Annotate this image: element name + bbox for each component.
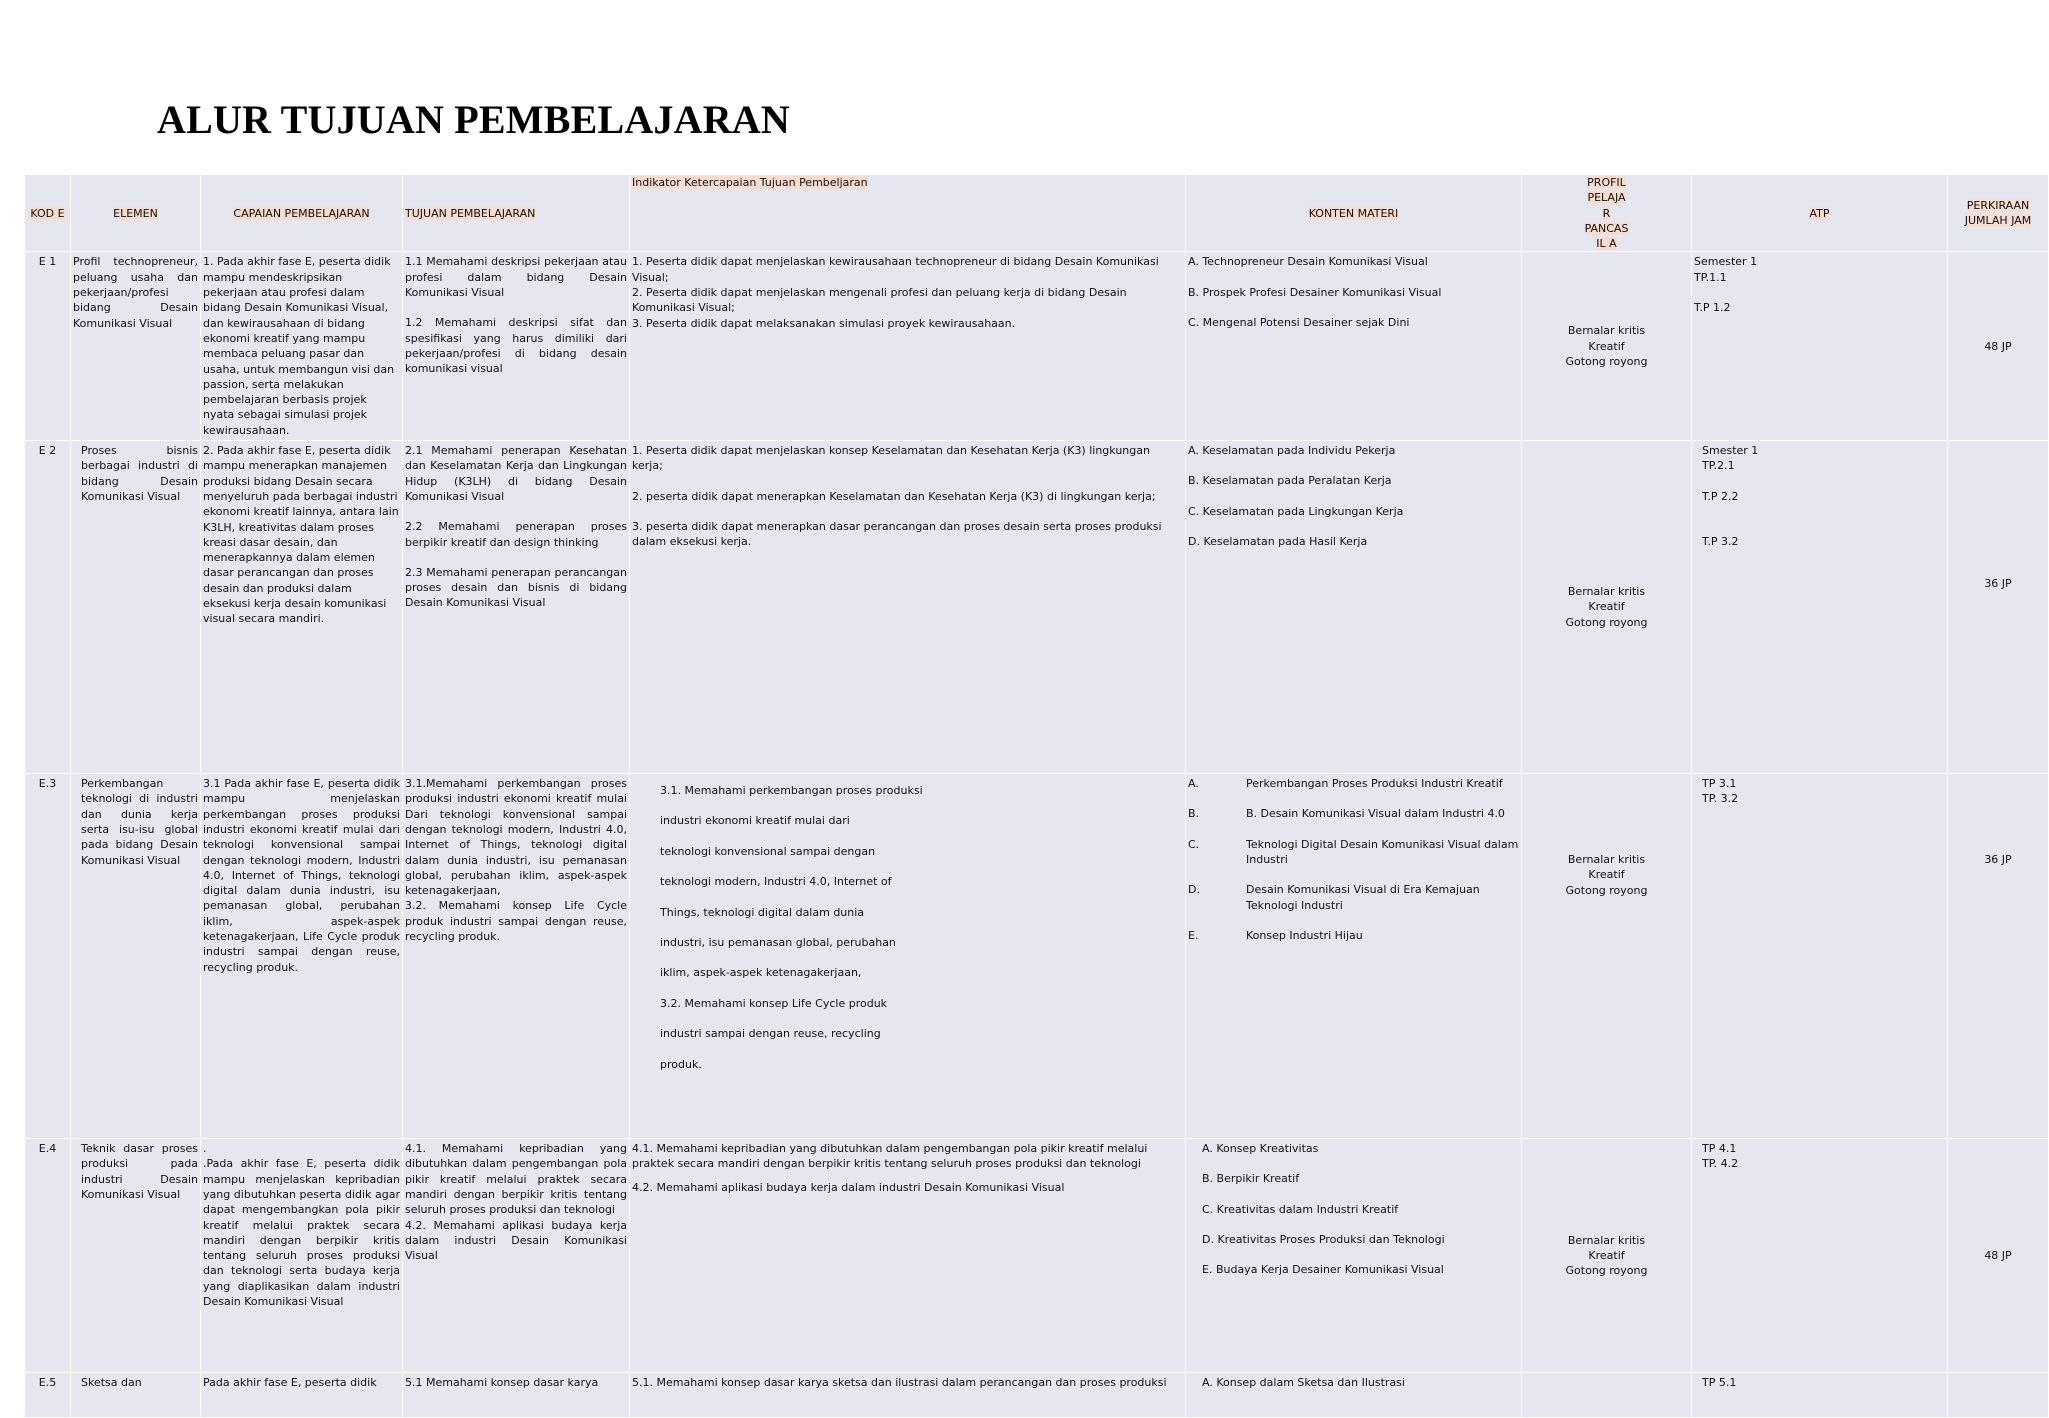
header-elemen: ELEMEN	[71, 175, 201, 252]
cell-kode: E 1	[25, 252, 71, 441]
cell-tujuan: 5.1 Memahami konsep dasar karya	[403, 1373, 630, 1418]
cell-elemen: Proses bisnis berbagai industri di bidang Desain Komunikasi Visual	[71, 441, 201, 774]
cell-tujuan	[403, 252, 630, 441]
konten-item: C. Kreativitas dalam Industri Kreatif	[1202, 1202, 1399, 1216]
konten-item: C. Keselamatan pada Lingkungan Kerja	[1188, 504, 1404, 518]
header-indikator: Indikator Ketercapaian Tujuan Pembeljaran	[630, 175, 1186, 252]
cell-capaian: 2. Pada akhir fase E, peserta didik mampu menerapkan manajemen produksi bidang Desain secara menyeluruh pada berbagai industri ekonomi kreatif lainnya, antara lain K3LH, kreativitas dalam proses kreasi dasar desain, dan menerapkannya dalam elemen dasar perancangan dan proses desain dan produksi dalam eksekusi kerja desain komunikasi visual secara mandiri.	[201, 441, 403, 774]
atp-table-container	[24, 174, 2048, 1390]
cell-elemen: Perkembangan teknologi di industri dan dunia kerja serta isu-isu global pada bidang Desain Komunikasi Visual	[71, 774, 201, 1139]
cell-atp: Smester 1 TP.2.1 T.P 2.2 T.P 3.2	[1692, 441, 1948, 774]
cell-kode: E 2	[25, 441, 71, 774]
header-atp: ATP	[1692, 175, 1948, 252]
cell-jam: 36 JP	[1948, 441, 2049, 774]
cell-tujuan	[403, 774, 630, 1139]
cell-konten: A. Konsep dalam Sketsa dan Ilustrasi	[1186, 1373, 1522, 1418]
konten-item: A. Konsep Kreativitas	[1202, 1142, 1319, 1156]
cell-konten	[1186, 252, 1522, 441]
cell-profil: Bernalar kritis Kreatif Gotong royong	[1522, 1139, 1692, 1373]
cell-kode: E.3	[25, 774, 71, 1139]
cell-kode: E.4	[25, 1139, 71, 1373]
header-konten: KONTEN MATERI	[1186, 175, 1522, 252]
indikator-item: 3. peserta didik dapat menerapkan dasar perancangan dan proses desain serta proses produksi dalam eksekusi kerja.	[632, 519, 1162, 549]
tujuan-item: 3.2. Memahami konsep Life Cycle produk industri sampai dengan reuse, recycling produk.	[405, 899, 627, 944]
konten-item: E. Budaya Kerja Desainer Komunikasi Visual	[1202, 1263, 1444, 1277]
cell-profil: Bernalar kritis Kreatif Gotong royong	[1522, 252, 1692, 441]
indikator-item: 1. Peserta didik dapat menjelaskan konsep Keselamatan dan Kesehatan Kerja (K3) lingkungan kerja;	[632, 444, 1150, 473]
table-row	[25, 1139, 2049, 1373]
cell-kode: E.5	[25, 1373, 71, 1418]
indikator-item: 3. Peserta didik dapat melaksanakan simulasi proyek kewirausahaan.	[632, 316, 1016, 330]
tujuan-item: 2.3 Memahami penerapan perancangan proses desain dan bisnis di bidang Desain Komunikasi Visual	[405, 565, 627, 610]
header-jam: PERKIRAAN JUMLAH JAM	[1948, 175, 2049, 252]
cell-indikator	[630, 1139, 1186, 1373]
konten-item: A. Keselamatan pada Individu Pekerja	[1188, 444, 1396, 458]
cell-konten	[1186, 441, 1522, 774]
indikator-item: 2. peserta didik dapat menerapkan Keselamatan dan Kesehatan Kerja (K3) di lingkungan kerja;	[632, 489, 1156, 503]
indikator-item: 4.2. Memahami aplikasi budaya kerja dalam industri Desain Komunikasi Visual	[632, 1180, 1065, 1194]
tujuan-item: 2.2 Memahami penerapan proses berpikir kreatif dan design thinking	[405, 520, 627, 549]
cell-atp: Semester 1 TP.1.1 T.P 1.2	[1692, 252, 1948, 441]
konten-item: B. Berpikir Kreatif	[1202, 1172, 1300, 1186]
cell-jam	[1948, 1373, 2049, 1418]
tujuan-item: 4.2. Memahami aplikasi budaya kerja dalam industri Desain Komunikasi Visual	[405, 1218, 627, 1263]
table-row	[25, 252, 2049, 441]
cell-indikator	[630, 252, 1186, 441]
cell-elemen: Sketsa dan	[71, 1373, 201, 1418]
tujuan-item: 1.1 Memahami deskripsi pekerjaan atau profesi dalam bidang Desain Komunikasi Visual	[405, 255, 627, 300]
indikator-item: 2. Peserta didik dapat menjelaskan mengenali profesi dan peluang kerja di bidang Desain Komunikasi Visual;	[632, 286, 1127, 315]
tujuan-item: 4.1. Memahami kepribadian yang dibutuhkan dalam pengembangan pola pikir kreatif melalui praktek secara mandiri dengan berpikir kritis tentang seluruh proses produksi dan teknologi	[405, 1142, 627, 1217]
indikator-item: 1. Peserta didik dapat menjelaskan kewirausahaan technopreneur di bidang Desain Komunikasi Visual;	[632, 255, 1159, 284]
konten-item: B. Prospek Profesi Desainer Komunikasi Visual	[1188, 285, 1442, 299]
cell-profil: Bernalar kritis Kreatif Gotong royong	[1522, 774, 1692, 1139]
header-capaian: CAPAIAN PEMBELAJARAN	[201, 175, 403, 252]
cell-konten	[1186, 1139, 1522, 1373]
cell-atp: TP 5.1	[1692, 1373, 1948, 1418]
cell-capaian: 3.1 Pada akhir fase E, peserta didik mampu menjelaskan perkembangan proses produksi industri ekonomi kreatif mulai dari teknologi konvensional sampai dengan teknologi modern, Industri 4.0, Internet of Things, teknologi digital dalam dunia industri, isu pemanasan global, perubahan iklim, aspek-aspek ketenagakerjaan, Life Cycle produk industri sampai dengan reuse, recycling produk.	[201, 774, 403, 1139]
header-profil: PROFIL PELAJAR PANCASIL A	[1522, 175, 1692, 252]
table-row	[25, 1373, 2049, 1418]
cell-capaian: Pada akhir fase E, peserta didik	[201, 1373, 403, 1418]
cell-indikator	[630, 441, 1186, 774]
konten-item: D. Kreativitas Proses Produksi dan Teknologi	[1202, 1232, 1445, 1246]
cell-indikator: 5.1. Memahami konsep dasar karya sketsa dan ilustrasi dalam perancangan dan proses produksi	[630, 1373, 1186, 1418]
cell-konten: A. Perkembangan Proses Produksi Industri Kreatif B. B. Desain Komunikasi Visual dalam Industri 4.0 C. Teknologi Digital Desain Komunikasi Visual dalam Industri D. Desain Komunikasi Visual di Era Kemajuan Teknologi Industri E. Konsep Industri Hijau	[1186, 774, 1522, 1139]
tujuan-item: 2.1 Memahami penerapan Kesehatan dan Keselamatan Kerja dan Lingkungan Hidup (K3LH) di bidang Desain Komunikasi Visual	[405, 444, 627, 503]
header-kode: KOD E	[25, 175, 71, 252]
header-tujuan: TUJUAN PEMBELAJARAN	[403, 175, 630, 252]
table-header-row	[25, 175, 2049, 252]
konten-item: D. Keselamatan pada Hasil Kerja	[1188, 534, 1368, 548]
table-row	[25, 774, 2049, 1139]
atp-table	[24, 174, 2049, 1418]
cell-elemen: Teknik dasar proses produksi pada industri Desain Komunikasi Visual	[71, 1139, 201, 1373]
cell-atp: TP 3.1 TP. 3.2	[1692, 774, 1948, 1139]
cell-profil	[1522, 1373, 1692, 1418]
cell-profil: Bernalar kritis Kreatif Gotong royong	[1522, 441, 1692, 774]
tujuan-item: 3.1.Memahami perkembangan proses produksi industri ekonomi kreatif mulai Dari teknologi konvensional sampai dengan teknologi modern, Industri 4.0, Internet of Things, teknologi digital dalam dunia industri, isu pemanasan global, perubahan iklim, aspek-aspek ketenagakerjaan,	[405, 777, 627, 898]
cell-elemen: Profil technopreneur, peluang usaha dan pekerjaan/profesi bidang Desain Komunikasi Visual	[71, 252, 201, 441]
cell-jam: 36 JP	[1948, 774, 2049, 1139]
cell-capaian: . .Pada akhir fase E, peserta didik mampu menjelaskan kepribadian yang dibutuhkan peserta didik agar dapat mengembangkan pola pikir kreatif melalui praktek secara mandiri dengan berpikir kritis tentang seluruh proses produksi dan teknologi serta budaya kerja yang diaplikasikan dalam industri Desain Komunikasi Visual	[201, 1139, 403, 1373]
indikator-item: 4.1. Memahami kepribadian yang dibutuhkan dalam pengembangan pola pikir kreatif melalui praktek secara mandiri dengan berpikir kritis tentang seluruh proses produksi dan teknologi	[632, 1142, 1148, 1171]
cell-indikator: 3.1. Memahami perkembangan proses produksi industri ekonomi kreatif mulai dari teknologi konvensional sampai dengan teknologi modern, Industri 4.0, Internet of Things, teknologi digital dalam dunia industri, isu pemanasan global, perubahan iklim, aspek-aspek ketenagakerjaan, 3.2. Memahami konsep Life Cycle produk industri sampai dengan reuse, recycling produk.	[630, 774, 1186, 1139]
cell-jam: 48 JP	[1948, 252, 2049, 441]
cell-jam: 48 JP	[1948, 1139, 2049, 1373]
table-row	[25, 441, 2049, 774]
cell-tujuan	[403, 441, 630, 774]
cell-capaian: 1. Pada akhir fase E, peserta didik mampu mendeskripsikan pekerjaan atau profesi dalam bidang Desain Komunikasi Visual, dan kewirausahaan di bidang ekonomi kreatif yang mampu membaca peluang pasar dan usaha, untuk membangun visi dan passion, serta melakukan pembelajaran berbasis projek nyata sebagai simulasi projek kewirausahaan.	[201, 252, 403, 441]
cell-atp: TP 4.1 TP. 4.2	[1692, 1139, 1948, 1373]
konten-item: A. Technopreneur Desain Komunikasi Visual	[1188, 255, 1428, 269]
konten-item: B. Keselamatan pada Peralatan Kerja	[1188, 474, 1392, 488]
page-title: ALUR TUJUAN PEMBELAJARAN	[157, 97, 790, 142]
konten-item: C. Mengenal Potensi Desainer sejak Dini	[1188, 316, 1410, 330]
tujuan-item: 1.2 Memahami deskripsi sifat dan spesifikasi yang harus dimiliki dari pekerjaan/profesi di bidang desain komunikasi visual	[405, 316, 627, 376]
cell-tujuan	[403, 1139, 630, 1373]
